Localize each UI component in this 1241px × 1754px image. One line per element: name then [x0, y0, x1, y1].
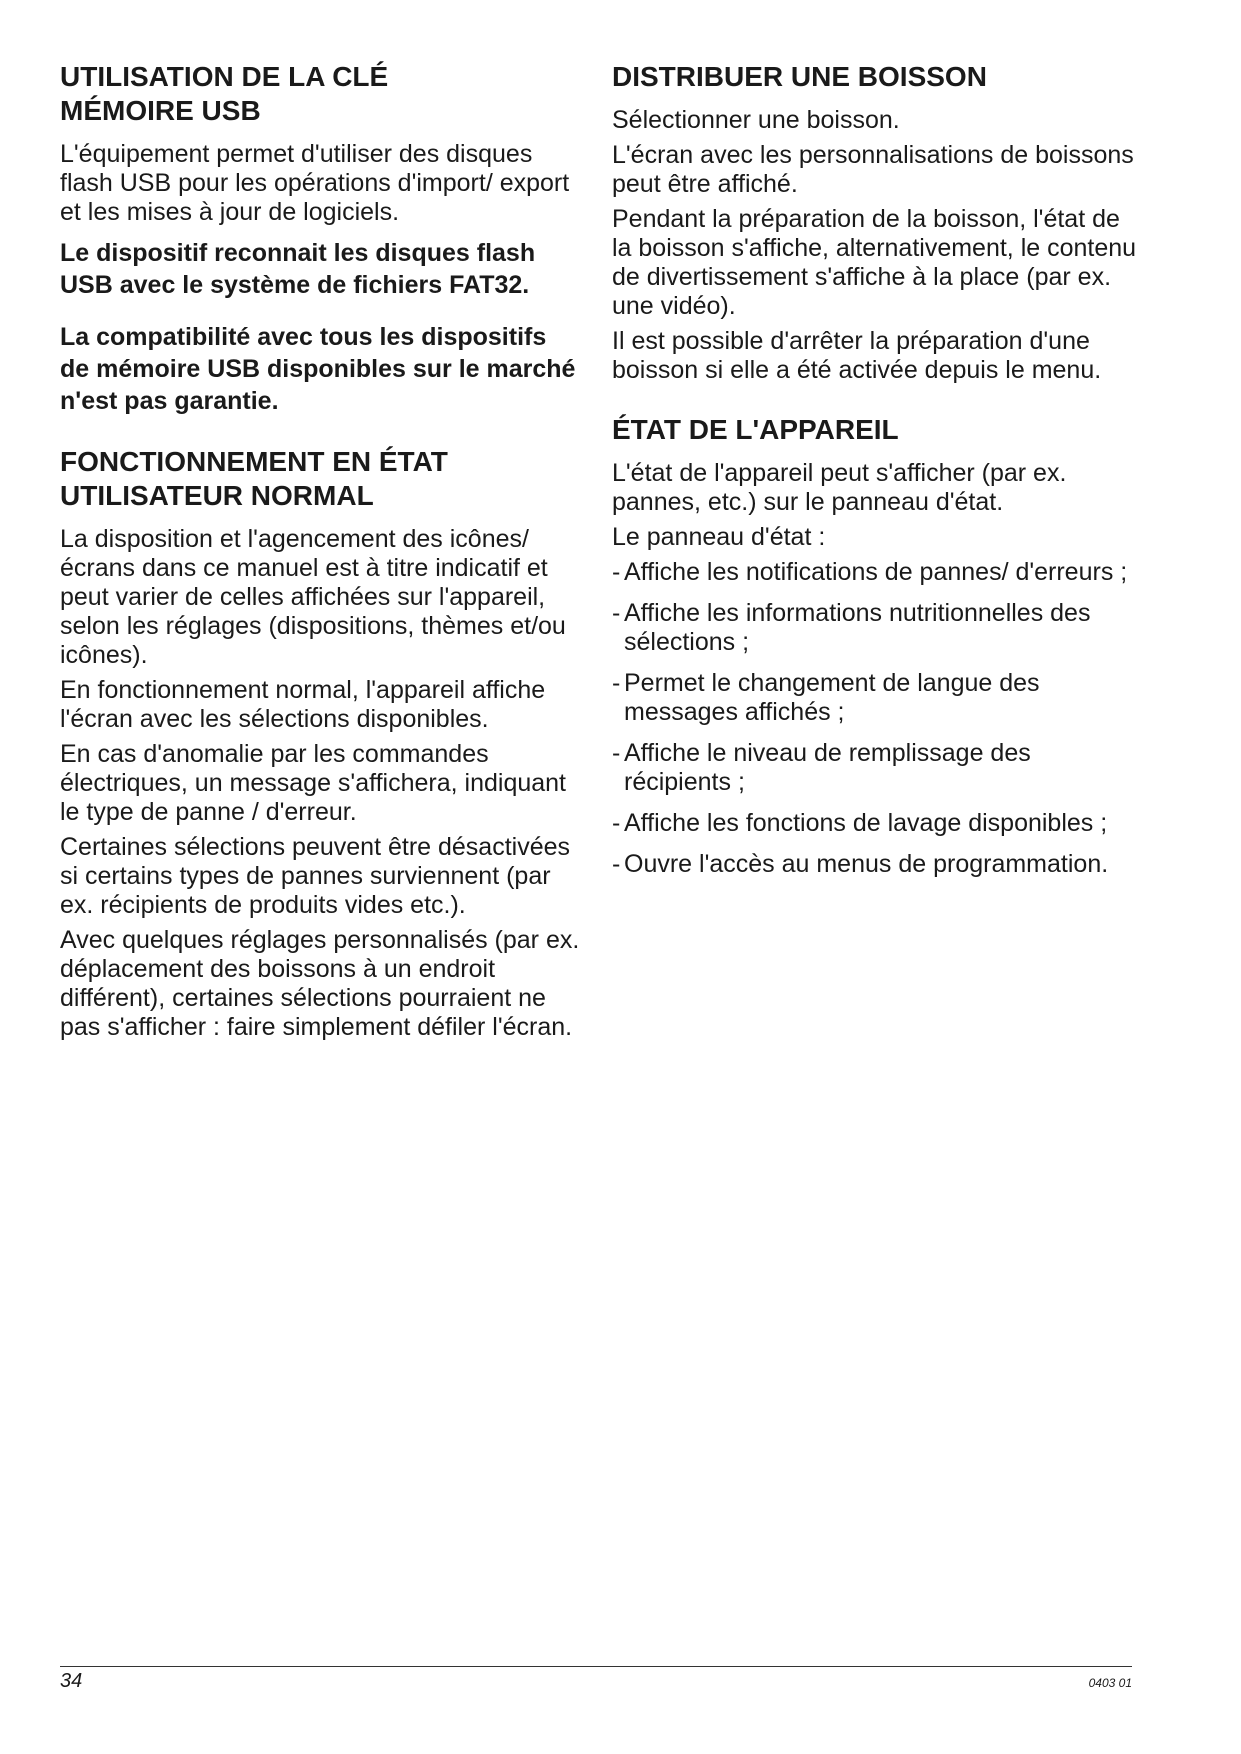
list-item: [612, 850, 1142, 879]
dash-marker: -: [612, 599, 621, 627]
distribute-heading: DISTRIBUER UNE BOISSON: [612, 61, 987, 92]
usb-fat32-note: Le dispositif reconnait les disques flash USB avec le système de fichiers FAT32.: [60, 239, 536, 299]
footer-divider: [60, 1666, 1132, 1667]
normal-paragraph: La disposition et l'agencement des icônes/ écrans dans ce manuel est à titre indicatif et peut varier de celles affichées sur l'appareil, selon les réglages (dispositions, thèmes et/ou icônes).: [60, 525, 566, 669]
normal-paragraph: Avec quelques réglages personnalisés (par ex. déplacement des boissons à un endroit différent), certaines sélections pourraient ne pas s'afficher : faire simplement défiler l'écran.: [60, 926, 580, 1041]
normal-heading-line-1: FONCTIONNEMENT EN ÉTAT: [60, 446, 448, 477]
document-code: 0403 01: [1088, 1676, 1132, 1690]
status-paragraph: Le panneau d'état :: [612, 523, 826, 551]
usb-compatibility-note: La compatibilité avec tous les dispositifs de mémoire USB disponibles sur le marché n'est pas garantie.: [60, 323, 576, 415]
distribute-paragraph: Il est possible d'arrêter la préparation d'une boisson si elle a été activée depuis le menu.: [612, 327, 1102, 384]
usb-paragraph: L'équipement permet d'utiliser des disques flash USB pour les opérations d'import/ export et les mises à jour de logiciels.: [60, 140, 570, 226]
list-item: [612, 558, 1142, 587]
distribute-paragraph: Sélectionner une boisson.: [612, 106, 900, 134]
usb-section: [60, 60, 580, 417]
dash-marker: -: [612, 558, 621, 586]
status-panel-list: [612, 558, 1142, 879]
list-item-text: Affiche le niveau de remplissage des récipients ;: [624, 739, 1031, 796]
list-item-text: Affiche les fonctions de lavage disponibles ;: [624, 809, 1108, 837]
dash-marker: -: [612, 850, 621, 878]
status-section: [612, 413, 1142, 879]
list-item-text: Affiche les notifications de pannes/ d'erreurs ;: [624, 558, 1128, 586]
left-column: [60, 60, 580, 1070]
dash-marker: -: [612, 669, 621, 697]
status-heading: ÉTAT DE L'APPAREIL: [612, 414, 899, 445]
normal-operation-section: [60, 445, 580, 1042]
list-item: [612, 669, 1142, 727]
distribute-section: [612, 60, 1142, 385]
list-item: [612, 739, 1142, 797]
dash-marker: -: [612, 739, 621, 767]
normal-paragraph: En cas d'anomalie par les commandes électriques, un message s'affichera, indiquant le type de panne / d'erreur.: [60, 740, 567, 826]
normal-paragraph: Certaines sélections peuvent être désactivées si certains types de pannes surviennent (par ex. récipients de produits vides etc.).: [60, 833, 571, 919]
normal-operation-heading: [60, 445, 580, 513]
distribute-paragraph: Pendant la préparation de la boisson, l'état de la boisson s'affiche, alternativement, le contenu de divertissement s'affiche à la place (par ex. une vidéo).: [612, 205, 1137, 320]
right-column: [612, 60, 1142, 907]
usb-heading: [60, 60, 580, 128]
normal-paragraph: En fonctionnement normal, l'appareil affiche l'écran avec les sélections disponibles.: [60, 676, 546, 733]
normal-heading-line-2: UTILISATEUR NORMAL: [60, 480, 374, 511]
list-item: [612, 809, 1142, 838]
usb-heading-line-1: UTILISATION DE LA CLÉ: [60, 61, 389, 92]
list-item-text: Affiche les informations nutritionnelles des sélections ;: [624, 599, 1091, 656]
page-number: 34: [60, 1670, 83, 1692]
list-item-text: Permet le changement de langue des messages affichés ;: [624, 669, 1040, 726]
distribute-paragraph: L'écran avec les personnalisations de boissons peut être affiché.: [612, 141, 1134, 198]
list-item-text: Ouvre l'accès au menus de programmation.: [624, 850, 1109, 878]
dash-marker: -: [612, 809, 621, 837]
usb-heading-line-2: MÉMOIRE USB: [60, 95, 261, 126]
status-paragraph: L'état de l'appareil peut s'afficher (par ex. pannes, etc.) sur le panneau d'état.: [612, 459, 1067, 516]
list-item: [612, 599, 1142, 657]
